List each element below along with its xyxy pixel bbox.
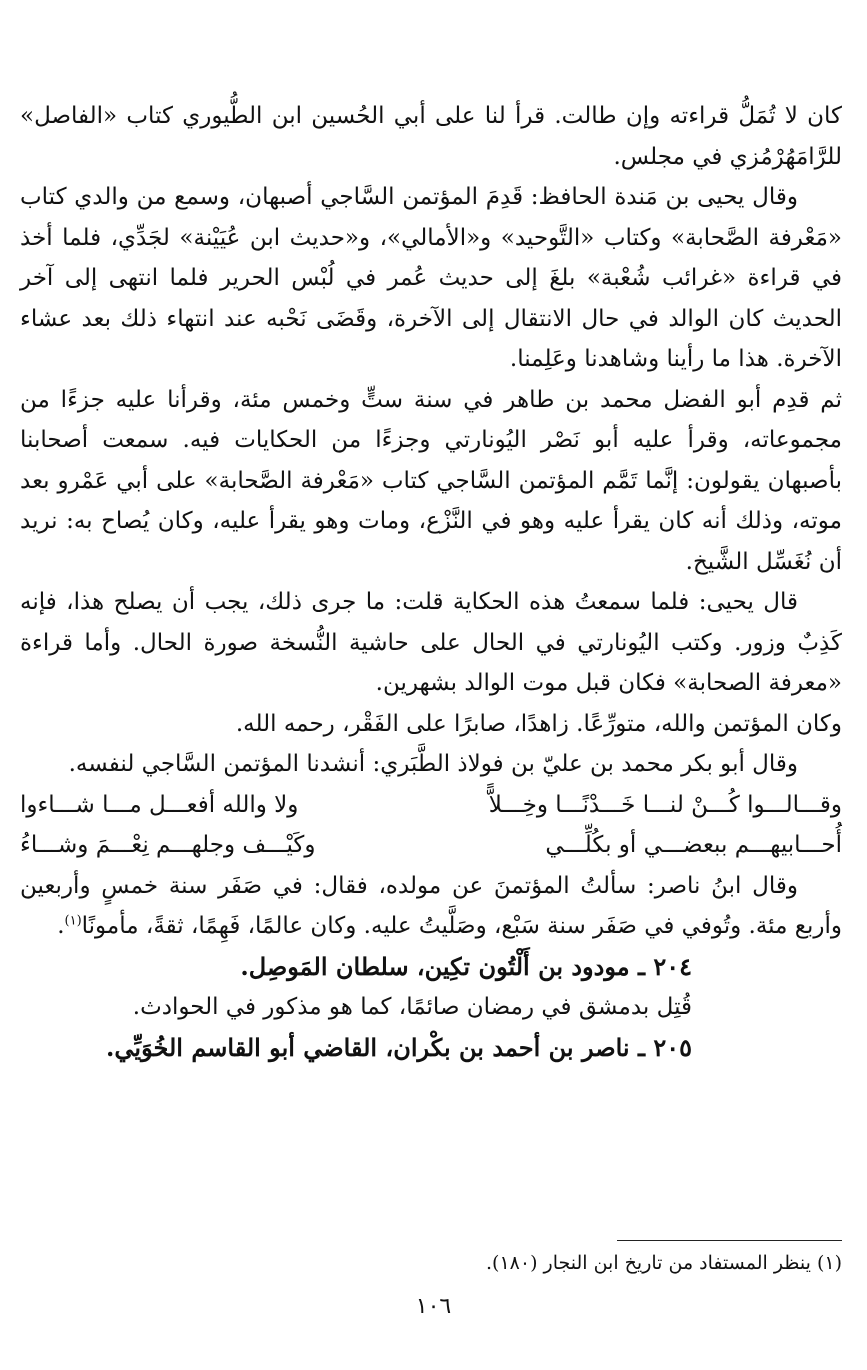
footnote-marker: (١) <box>64 913 82 929</box>
footnote-divider <box>617 1240 842 1241</box>
paragraph: كان لا تُمَلُّ قراءته وإن طالت. قرأ لنا على أبي الحُسين ابن الطُّيوري كتاب «الفاصل» للرَّامَهُرْمُزي في مجلس. <box>20 103 842 170</box>
paragraph-text: وقال ابنُ ناصر: سألتُ المؤتمنَ عن مولده، فقال: في صَفَر سنة خمسٍ وأربعين وأربع مئة. وتُوفي في صَفَر سنة سَبْع، وصَلَّيتُ عليه. وكان عالمًا، فَهِمًا، ثقةً، مأمونًا <box>20 872 842 939</box>
paragraph: وقال أبو بكر محمد بن عليّ بن فولاذ الطَّبَري: أنشدنا المؤتمن السَّاجي لنفسه. <box>68 751 798 777</box>
entry-title-204: ٢٠٤ ـ مودود بن أَلْتُون تكِين، سلطان المَوصِل. <box>240 951 692 981</box>
entry-body-204: قُتِل بدمشق في رمضان صائمًا، كما هو مذكور في الحوادث. <box>132 994 692 1020</box>
poem <box>20 785 842 866</box>
main-text <box>20 96 842 1068</box>
poem-verse <box>20 785 842 826</box>
footnote: (١) ينظر المستفاد من تاريخ ابن النجار (١٨٠). <box>485 1252 842 1274</box>
paragraph: قال يحيى: فلما سمعتُ هذه الحكاية قلت: ما جرى ذلك، يجب أن يصلح هذا، فإنه كَذِبٌ وزور. وكتب اليُونارتي في الحال على حاشية النُّسخة صورة الحال. وأما قراءة «معرفة الصحابة» فكان قبل موت الوالد بشهرين. <box>20 589 842 696</box>
poem-hemistich-second: ولا والله أفعـــل مـــا شـــاءوا <box>20 791 299 818</box>
poem-verse <box>20 825 842 866</box>
paragraph: وقال يحيى بن مَندة الحافظ: قَدِمَ المؤتمن السَّاجي أصبهان، وسمع من والدي كتاب «مَعْرفة الصَّحابة» وكتاب «التَّوحيد» و«الأمالي»، و«حديث ابن عُيَيْنة» لجَدِّي، فلما أخذ في قراءة «غرائب شُعْبة» بلغَ إلى حديث عُمر في لُبْس الحرير فلما انتهى إلى آخر الحديث كان الوالد في حال الانتقال إلى الآخرة، وقَضَى نَحْبه عند انتهاء ذلك بعد عشاء الآخرة. هذا ما رأينا وشاهدنا وعَلِمنا. <box>20 184 842 372</box>
paragraph: وكان المؤتمن والله، متورِّعًا. زاهدًا، صابرًا على الفَقْر، رحمه الله. <box>235 710 842 737</box>
poem-hemistich-second: وكَيْـــف وجلهـــم نِعْـــمَ وشـــاءُ <box>20 832 316 858</box>
poem-hemistich-first: وقـــالـــوا كُـــنْ لنـــا خَـــدْنًـــا وخِـــلاًّ <box>488 791 842 818</box>
page-number: ١٠٦ <box>415 1294 452 1319</box>
paragraph: ثم قدِم أبو الفضل محمد بن طاهر في سنة ستٍّ وخمس مئة، وقرأنا عليه جزءًا من مجموعاته، وقرأ عليه أبو نَصْر اليُونارتي وجزءًا من الحكايات فيه. سمعت أصحابنا بأصبهان يقولون: إنَّما تَمَّم المؤتمن السَّاجي كتاب «مَعْرفة الصَّحابة» على أبي عَمْرو بعد موته، وذلك أنه كان يقرأ عليه وهو في النَّزْع، ومات وهو يقرأ عليه، وكان يُصاح به: نريد أن نُغَسِّل الشَّيخ. <box>20 386 842 575</box>
poem-hemistich-first: أُحـــابيهـــم ببعضـــي أو بكُلِّـــي <box>545 832 842 858</box>
entry-title-205: ٢٠٥ ـ ناصر بن أحمد بن بكْران، القاضي أبو القاسم الخُوَيِّي. <box>106 1032 692 1062</box>
paragraph: وقال ابنُ ناصر: سألتُ المؤتمنَ عن مولده، فقال: في صَفَر سنة خمسٍ وأربعين وأربع مئة. وتُوفي في صَفَر سنة سَبْع، وصَلَّيتُ عليه. وكان عالمًا، فَهِمًا، ثقةً، مأمونًا$^{(١)}$. <box>20 872 842 939</box>
